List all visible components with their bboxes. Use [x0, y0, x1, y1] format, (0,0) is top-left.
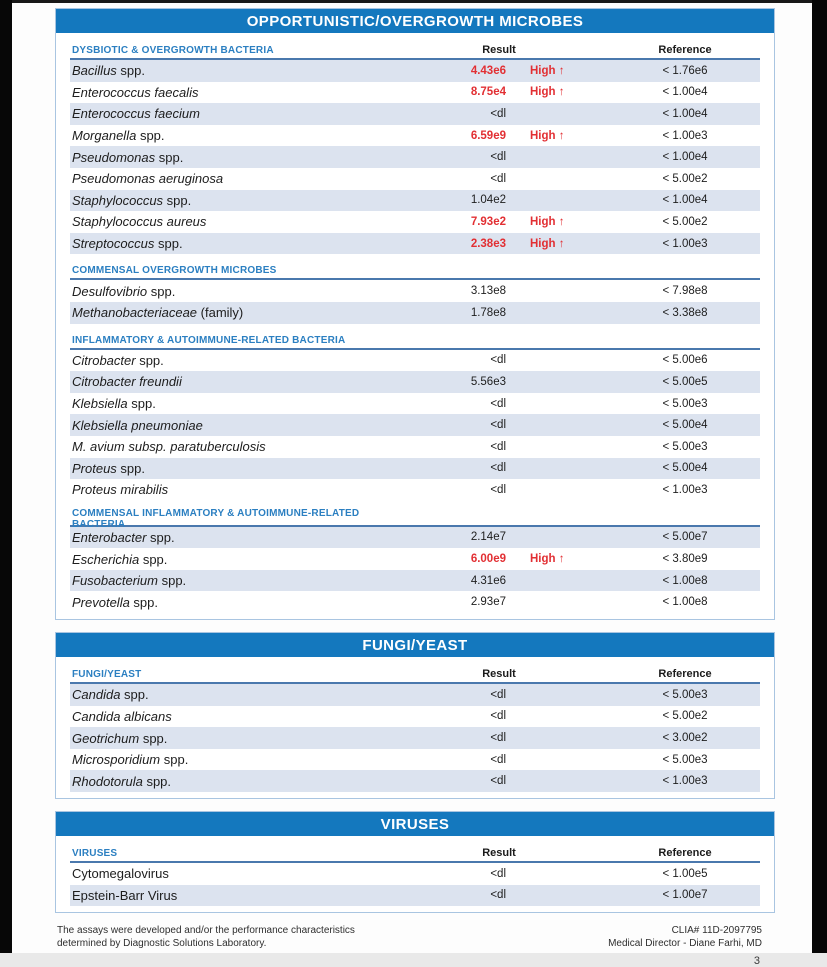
- report-content: [12, 3, 812, 967]
- reference-range: < 5.00e5: [662, 375, 708, 388]
- organism-name-regular: spp.: [146, 529, 175, 545]
- organism-name: [70, 106, 410, 121]
- organism-name: [70, 687, 410, 702]
- high-flag: High ↑: [530, 215, 565, 228]
- assay-disclaimer: [57, 924, 355, 950]
- organism-name-italic: Microsporidium: [72, 752, 161, 768]
- result-value: <dl: [490, 440, 506, 453]
- panel-title: FUNGI/YEAST: [362, 636, 468, 654]
- reference-range: < 1.00e4: [662, 151, 708, 164]
- section-label: FUNGI/YEAST: [72, 669, 142, 681]
- organism-name-italic: Enterobacter: [72, 529, 147, 545]
- result-row: [70, 302, 760, 324]
- reference-range: < 1.00e7: [662, 889, 708, 902]
- page-number: 3: [753, 955, 760, 967]
- result-row: [70, 60, 760, 82]
- section-header: [70, 844, 760, 863]
- result-value: <dl: [490, 867, 506, 880]
- organism-name-italic: Staphylococcus: [72, 192, 164, 208]
- reference-range: < 5.00e4: [662, 462, 708, 475]
- organism-name-regular: spp.: [127, 396, 156, 412]
- result-value: <dl: [490, 775, 506, 788]
- result-row: [70, 885, 760, 907]
- reference-range: < 1.00e3: [662, 483, 708, 496]
- result-column-header: Result: [482, 847, 516, 860]
- result-value: 6.00e9: [470, 553, 506, 566]
- section-label: DYSBIOTIC & OVERGROWTH BACTERIA: [72, 45, 274, 56]
- reference-range: < 3.38e8: [662, 306, 708, 319]
- organism-name: [70, 396, 410, 411]
- result-value: 3.13e8: [470, 285, 506, 298]
- panel-body: [56, 836, 774, 912]
- result-value: 1.78e8: [470, 306, 506, 319]
- result-value: <dl: [490, 710, 506, 723]
- section-label: INFLAMMATORY & AUTOIMMUNE-RELATED BACTERIA: [72, 334, 346, 346]
- result-row: [70, 727, 760, 749]
- result-value: 2.14e7: [470, 531, 506, 544]
- organism-name: [70, 193, 410, 208]
- result-value: 2.38e3: [470, 237, 506, 250]
- reference-range: < 1.00e8: [662, 574, 708, 587]
- report-footer: [57, 924, 762, 950]
- organism-name-italic: M. avium subsp. paratuberculosis: [72, 439, 266, 455]
- result-row: [70, 414, 760, 436]
- organism-name-italic: Enterococcus faecalis: [72, 84, 199, 100]
- result-row: [70, 548, 760, 570]
- organism-name: [70, 236, 410, 251]
- reference-range: < 1.76e6: [662, 64, 708, 77]
- section-header: [70, 507, 760, 530]
- result-column-header: Result: [482, 44, 516, 56]
- result-value: 5.56e3: [470, 375, 506, 388]
- organism-name-italic: Citrobacter: [72, 352, 136, 368]
- organism-name-italic: Prevotella: [72, 594, 130, 610]
- result-row: [70, 749, 760, 771]
- panel-title-bar: [56, 812, 774, 836]
- organism-name: [70, 85, 410, 100]
- panel-title: VIRUSES: [380, 815, 450, 833]
- result-value: <dl: [490, 151, 506, 164]
- panel-title: OPPORTUNISTIC/OVERGROWTH MICROBES: [246, 12, 584, 30]
- organism-name-italic: Streptococcus: [72, 236, 155, 252]
- photo-edge-right: [812, 0, 827, 953]
- result-value: <dl: [490, 172, 506, 185]
- reference-column-header: Reference: [658, 44, 712, 56]
- result-row: [70, 863, 760, 885]
- result-value: 8.75e4: [470, 86, 506, 99]
- reference-range: < 5.00e2: [662, 215, 708, 228]
- organism-name-italic: Candida albicans: [72, 708, 172, 724]
- panel-body: [56, 33, 774, 619]
- result-value: <dl: [490, 483, 506, 496]
- organism-name-italic: Bacillus: [72, 63, 117, 79]
- reference-range: < 7.98e8: [662, 285, 708, 298]
- organism-name-regular: spp.: [135, 352, 164, 368]
- clia-number: CLIA# 11D-2097795: [671, 925, 762, 937]
- high-flag: High ↑: [530, 237, 565, 250]
- result-value: <dl: [490, 397, 506, 410]
- reference-range: < 5.00e4: [662, 419, 708, 432]
- high-flag: High ↑: [530, 64, 565, 77]
- organism-name-regular: spp.: [157, 573, 187, 589]
- reference-column-header: Reference: [658, 847, 712, 860]
- result-value: 1.04e2: [470, 194, 506, 207]
- organism-name: [70, 752, 410, 767]
- panel-title-bar: [56, 633, 774, 657]
- result-value: <dl: [490, 419, 506, 432]
- result-value: <dl: [490, 462, 506, 475]
- high-flag: High ↑: [530, 129, 565, 142]
- organism-name-regular: Epstein-Barr Virus: [72, 887, 178, 903]
- organism-name-italic: Rhodotorula: [72, 773, 143, 789]
- organism-name: [70, 573, 410, 588]
- organism-name: [70, 284, 410, 299]
- result-row: [70, 350, 760, 372]
- organism-name: [70, 709, 410, 724]
- reference-range: < 5.00e2: [662, 172, 708, 185]
- photo-edge-left: [0, 0, 12, 953]
- section-label: VIRUSES: [72, 848, 118, 860]
- organism-name: [70, 305, 410, 320]
- result-value: 4.31e6: [470, 574, 506, 587]
- reference-range: < 1.00e3: [662, 237, 708, 250]
- result-value: <dl: [490, 354, 506, 367]
- reference-column-header: Reference: [658, 668, 712, 681]
- reference-range: < 1.00e3: [662, 775, 708, 788]
- result-row: [70, 770, 760, 792]
- organism-name-italic: Fusobacterium: [72, 573, 158, 589]
- result-row: [70, 570, 760, 592]
- organism-name: [70, 439, 410, 454]
- organism-name-italic: Citrobacter freundii: [72, 374, 182, 390]
- reference-range: < 3.80e9: [662, 553, 708, 566]
- result-row: [70, 527, 760, 549]
- organism-name-italic: Pseudomonas: [72, 149, 156, 165]
- result-column-header: Result: [482, 668, 516, 681]
- result-value: <dl: [490, 107, 506, 120]
- section-header: [70, 331, 760, 350]
- high-flag: High ↑: [530, 86, 565, 99]
- reference-range: < 5.00e2: [662, 710, 708, 723]
- reference-range: < 1.00e8: [662, 596, 708, 609]
- organism-name: [70, 866, 410, 881]
- reference-range: < 1.00e4: [662, 86, 708, 99]
- organism-name: [70, 530, 410, 545]
- section-header: [70, 261, 760, 280]
- organism-name-regular: spp.: [139, 730, 168, 746]
- organism-name-italic: Enterococcus faecium: [72, 106, 200, 122]
- organism-name-regular: spp.: [116, 63, 145, 79]
- section-header: [70, 665, 760, 684]
- organism-name-italic: Desulfovibrio: [72, 283, 148, 299]
- organism-name: [70, 353, 410, 368]
- panel-viruses: [55, 811, 775, 913]
- reference-range: < 5.00e3: [662, 688, 708, 701]
- result-row: [70, 479, 760, 501]
- panel-title-bar: [56, 9, 774, 33]
- organism-name: [70, 482, 410, 497]
- organism-name: [70, 128, 410, 143]
- organism-name-regular: spp.: [147, 283, 176, 299]
- result-row: [70, 436, 760, 458]
- result-value: <dl: [490, 889, 506, 902]
- result-tables: [12, 8, 812, 913]
- reference-range: < 5.00e7: [662, 531, 708, 544]
- reference-range: < 5.00e6: [662, 354, 708, 367]
- result-value: <dl: [490, 753, 506, 766]
- result-value: 2.93e7: [470, 596, 506, 609]
- assay-disclaimer-line2: determined by Diagnostic Solutions Laboratory.: [57, 938, 267, 950]
- organism-name: [70, 731, 410, 746]
- result-row: [70, 371, 760, 393]
- organism-name: [70, 150, 410, 165]
- organism-name-italic: Geotrichum: [72, 730, 140, 746]
- organism-name: [70, 171, 410, 186]
- organism-name-regular: spp.: [142, 773, 172, 789]
- organism-name-italic: Pseudomonas aeruginosa: [72, 171, 224, 187]
- organism-name-italic: Candida: [72, 687, 121, 703]
- organism-name-regular: Cytomegalovirus: [72, 866, 169, 882]
- result-value: 7.93e2: [470, 215, 506, 228]
- result-row: [70, 233, 760, 255]
- panel-fungi-yeast: [55, 632, 775, 799]
- organism-name-regular: spp.: [129, 594, 158, 610]
- organism-name: [70, 552, 410, 567]
- organism-name: [70, 63, 410, 78]
- organism-name: [70, 595, 410, 610]
- organism-name-italic: Staphylococcus aureus: [72, 214, 207, 230]
- result-value: 4.43e6: [470, 64, 506, 77]
- high-flag: High ↑: [530, 553, 565, 566]
- organism-name-italic: Methanobacteriaceae: [72, 305, 198, 321]
- panel-opportunistic-overgrowth-microbes: [55, 8, 775, 620]
- result-row: [70, 168, 760, 190]
- organism-name: [70, 418, 410, 433]
- reference-range: < 1.00e4: [662, 107, 708, 120]
- organism-name: [70, 374, 410, 389]
- panel-body: [56, 657, 774, 798]
- organism-name-italic: Proteus mirabilis: [72, 482, 169, 498]
- result-row: [70, 458, 760, 480]
- organism-name: [70, 774, 410, 789]
- section-header: [70, 41, 760, 60]
- medical-director: Medical Director - Diane Farhi, MD: [608, 938, 762, 950]
- organism-name: [70, 888, 410, 903]
- organism-name-regular: spp.: [160, 752, 189, 768]
- result-value: <dl: [490, 688, 506, 701]
- organism-name: [70, 214, 410, 229]
- organism-name-italic: Proteus: [72, 460, 117, 476]
- result-row: [70, 82, 760, 104]
- result-row: [70, 103, 760, 125]
- assay-disclaimer-line1: The assays were developed and/or the performance characteristics: [57, 925, 355, 937]
- reference-range: < 5.00e3: [662, 440, 708, 453]
- organism-name-italic: Escherichia: [72, 551, 140, 567]
- reference-range: < 1.00e5: [662, 867, 708, 880]
- organism-name-regular: spp.: [116, 460, 145, 476]
- organism-name-italic: Klebsiella pneumoniae: [72, 417, 203, 433]
- result-row: [70, 280, 760, 302]
- lab-credentials: [608, 924, 762, 950]
- result-value: <dl: [490, 732, 506, 745]
- organism-name-regular: spp.: [155, 149, 184, 165]
- organism-name-italic: Klebsiella: [72, 396, 128, 412]
- organism-name-regular: spp.: [136, 128, 165, 144]
- organism-name-regular: (family): [197, 305, 244, 321]
- result-row: [70, 684, 760, 706]
- reference-range: < 1.00e4: [662, 194, 708, 207]
- result-value: 6.59e9: [470, 129, 506, 142]
- organism-name-italic: Morganella: [72, 128, 137, 144]
- reference-range: < 1.00e3: [662, 129, 708, 142]
- result-row: [70, 591, 760, 613]
- organism-name-regular: spp.: [163, 192, 192, 208]
- result-row: [70, 211, 760, 233]
- organism-name: [70, 461, 410, 476]
- result-row: [70, 393, 760, 415]
- result-row: [70, 125, 760, 147]
- section-label: COMMENSAL INFLAMMATORY & AUTOIMMUNE-RELATED BACTERIA: [72, 507, 360, 530]
- result-row: [70, 190, 760, 212]
- organism-name-regular: spp.: [120, 687, 149, 703]
- organism-name-regular: spp.: [139, 551, 168, 567]
- reference-range: < 5.00e3: [662, 753, 708, 766]
- result-row: [70, 706, 760, 728]
- organism-name-regular: spp.: [154, 236, 183, 252]
- reference-range: < 5.00e3: [662, 397, 708, 410]
- section-label: COMMENSAL OVERGROWTH MICROBES: [72, 265, 277, 277]
- result-row: [70, 146, 760, 168]
- reference-range: < 3.00e2: [662, 732, 708, 745]
